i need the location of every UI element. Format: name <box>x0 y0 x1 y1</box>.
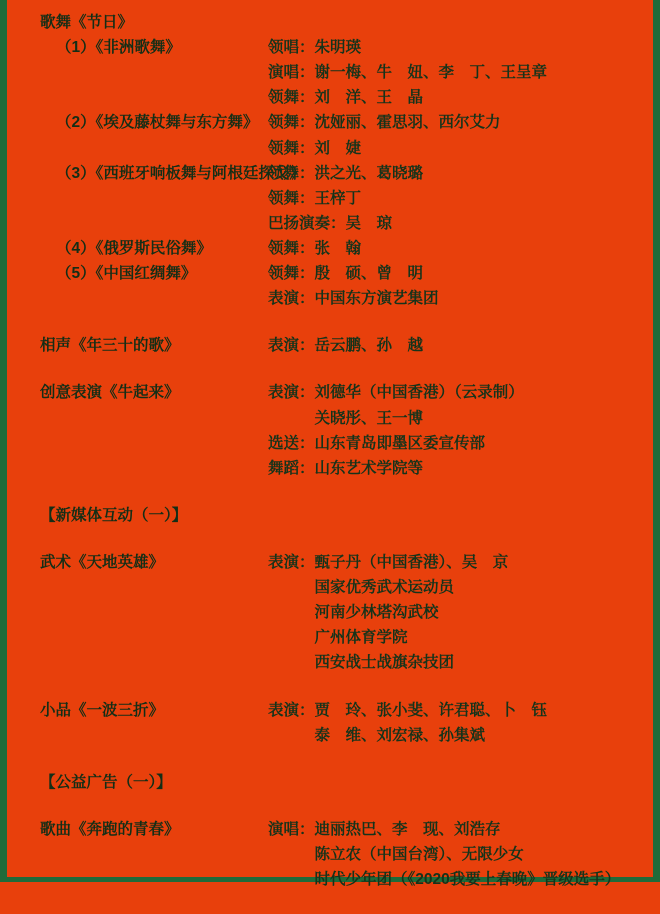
program-row <box>0 186 660 211</box>
program-credit: 领舞：洪之光、葛晓璐 <box>268 164 424 182</box>
program-title: 歌曲《奔跑的青春》 <box>40 820 180 838</box>
program-subitem-title <box>0 575 268 600</box>
program-subitem-title: （5）《中国红绸舞》 <box>56 265 197 283</box>
program-subitem-title <box>0 136 268 161</box>
program-subitem-title <box>0 60 268 85</box>
program-title: 小品《一波三折》 <box>40 701 165 719</box>
program-subitem-title <box>0 85 268 110</box>
program-subitem-title <box>0 186 268 211</box>
program-row <box>0 333 660 358</box>
program-row <box>0 10 660 35</box>
program-credit: 演唱：谢一梅、牛 妞、李 丁、王呈章 <box>268 64 548 82</box>
program-credit: 领舞：张 翰 <box>268 239 362 257</box>
program-row <box>0 60 660 85</box>
program-block <box>0 817 660 892</box>
block-spacer <box>0 481 660 503</box>
block-spacer <box>0 748 660 770</box>
program-section-title: 【新媒体互动（一）】 <box>40 506 188 524</box>
program-credit: 领舞：殷 硕、曾 明 <box>268 265 424 283</box>
block-spacer <box>0 311 660 333</box>
program-title: 创意表演《牛起来》 <box>40 384 180 402</box>
program-subitem-title <box>0 211 268 236</box>
program-row <box>0 380 660 405</box>
program-subitem-title <box>0 650 268 675</box>
program-credit: 演唱：迪丽热巴、李 现、刘浩存 <box>268 820 501 838</box>
program-subitem-title <box>0 431 268 456</box>
program-row <box>0 161 660 186</box>
program-block <box>0 380 660 480</box>
program-subitem-title: （1）《非洲歌舞》 <box>56 39 181 57</box>
program-row <box>0 456 660 481</box>
program-block <box>0 698 660 748</box>
block-spacer <box>0 528 660 550</box>
program-credit: 表演：中国东方演艺集团 <box>268 290 439 308</box>
block-spacer <box>0 892 660 914</box>
program-subitem-title <box>0 867 268 892</box>
program-subitem-title: （2）《埃及藤杖舞与东方舞》 <box>56 114 259 132</box>
program-title: 武术《天地英雄》 <box>40 553 165 571</box>
program-subitem-title <box>0 723 268 748</box>
program-row <box>0 431 660 456</box>
program-credit: 领舞：刘 洋、王 晶 <box>268 89 424 107</box>
program-title: 歌舞《节日》 <box>40 14 134 31</box>
program-subitem-title <box>0 286 268 311</box>
program-subitem-title <box>0 600 268 625</box>
program-credit-empty <box>268 10 660 35</box>
program-section-title: 【公益广告（一）】 <box>40 773 172 791</box>
program-row <box>0 698 660 723</box>
program-credit: 表演：贾 玲、张小斐、许君聪、卜 钰 <box>268 701 548 719</box>
program-row <box>0 723 660 748</box>
program-row <box>0 236 660 261</box>
program-row <box>0 625 660 650</box>
program-row <box>0 406 660 431</box>
program-credit: 表演：岳云鹏、孙 越 <box>268 337 424 355</box>
program-subitem-title <box>0 456 268 481</box>
program-credit: 陈立农（中国台湾）、无限少女 <box>268 845 524 863</box>
program-credit: 表演：刘德华（中国香港）（云录制） <box>268 384 524 402</box>
program-credit: 关晓彤、王一博 <box>268 409 424 427</box>
program-block <box>0 333 660 358</box>
program-credit: 国家优秀武术运动员 <box>268 579 455 597</box>
program-credit: 领舞：王梓丁 <box>268 189 362 207</box>
program-row <box>0 600 660 625</box>
program-credit: 领舞：沈娅丽、霍思羽、西尔艾力 <box>268 114 501 132</box>
program-credit: 广州体育学院 <box>268 629 408 647</box>
program-credit: 河南少林塔沟武校 <box>268 604 439 622</box>
block-spacer <box>0 676 660 698</box>
program-subitem-title: （4）《俄罗斯民俗舞》 <box>56 239 212 257</box>
program-row <box>0 650 660 675</box>
program-subitem-title <box>0 406 268 431</box>
program-row <box>0 575 660 600</box>
program-row <box>0 110 660 135</box>
program-credit: 领舞：刘 婕 <box>268 139 362 157</box>
block-spacer <box>0 795 660 817</box>
program-block <box>0 770 660 795</box>
program-row <box>0 261 660 286</box>
block-spacer <box>0 358 660 380</box>
program-title: 相声《年三十的歌》 <box>40 337 180 355</box>
program-row <box>0 286 660 311</box>
program-row <box>0 550 660 575</box>
program-credit: 选送：山东青岛即墨区委宣传部 <box>268 434 486 452</box>
program-row <box>0 867 660 892</box>
program-row <box>0 842 660 867</box>
program-row <box>0 136 660 161</box>
program-subitem-title <box>0 625 268 650</box>
program-row <box>0 35 660 60</box>
program-row <box>0 85 660 110</box>
program-credit: 西安战士战旗杂技团 <box>268 654 455 672</box>
program-subitem-title <box>0 842 268 867</box>
program-row <box>0 211 660 236</box>
program-row <box>0 817 660 842</box>
program-credit: 领唱：朱明瑛 <box>268 39 362 57</box>
program-block <box>0 503 660 528</box>
program-credit: 时代少年团（《2020我要上春晚》晋级选手） <box>268 871 621 889</box>
program-block <box>0 10 660 311</box>
program-credit: 表演：甄子丹（中国香港）、吴 京 <box>268 553 509 571</box>
program-credit: 舞蹈：山东艺术学院等 <box>268 459 424 477</box>
program-block <box>0 550 660 676</box>
program-subitem-title: （3）《西班牙响板舞与阿根廷探戈》 <box>56 164 305 182</box>
program-credit: 泰 维、刘宏禄、孙集斌 <box>268 726 486 744</box>
program-credit: 巴扬演奏：吴 琼 <box>268 214 393 232</box>
